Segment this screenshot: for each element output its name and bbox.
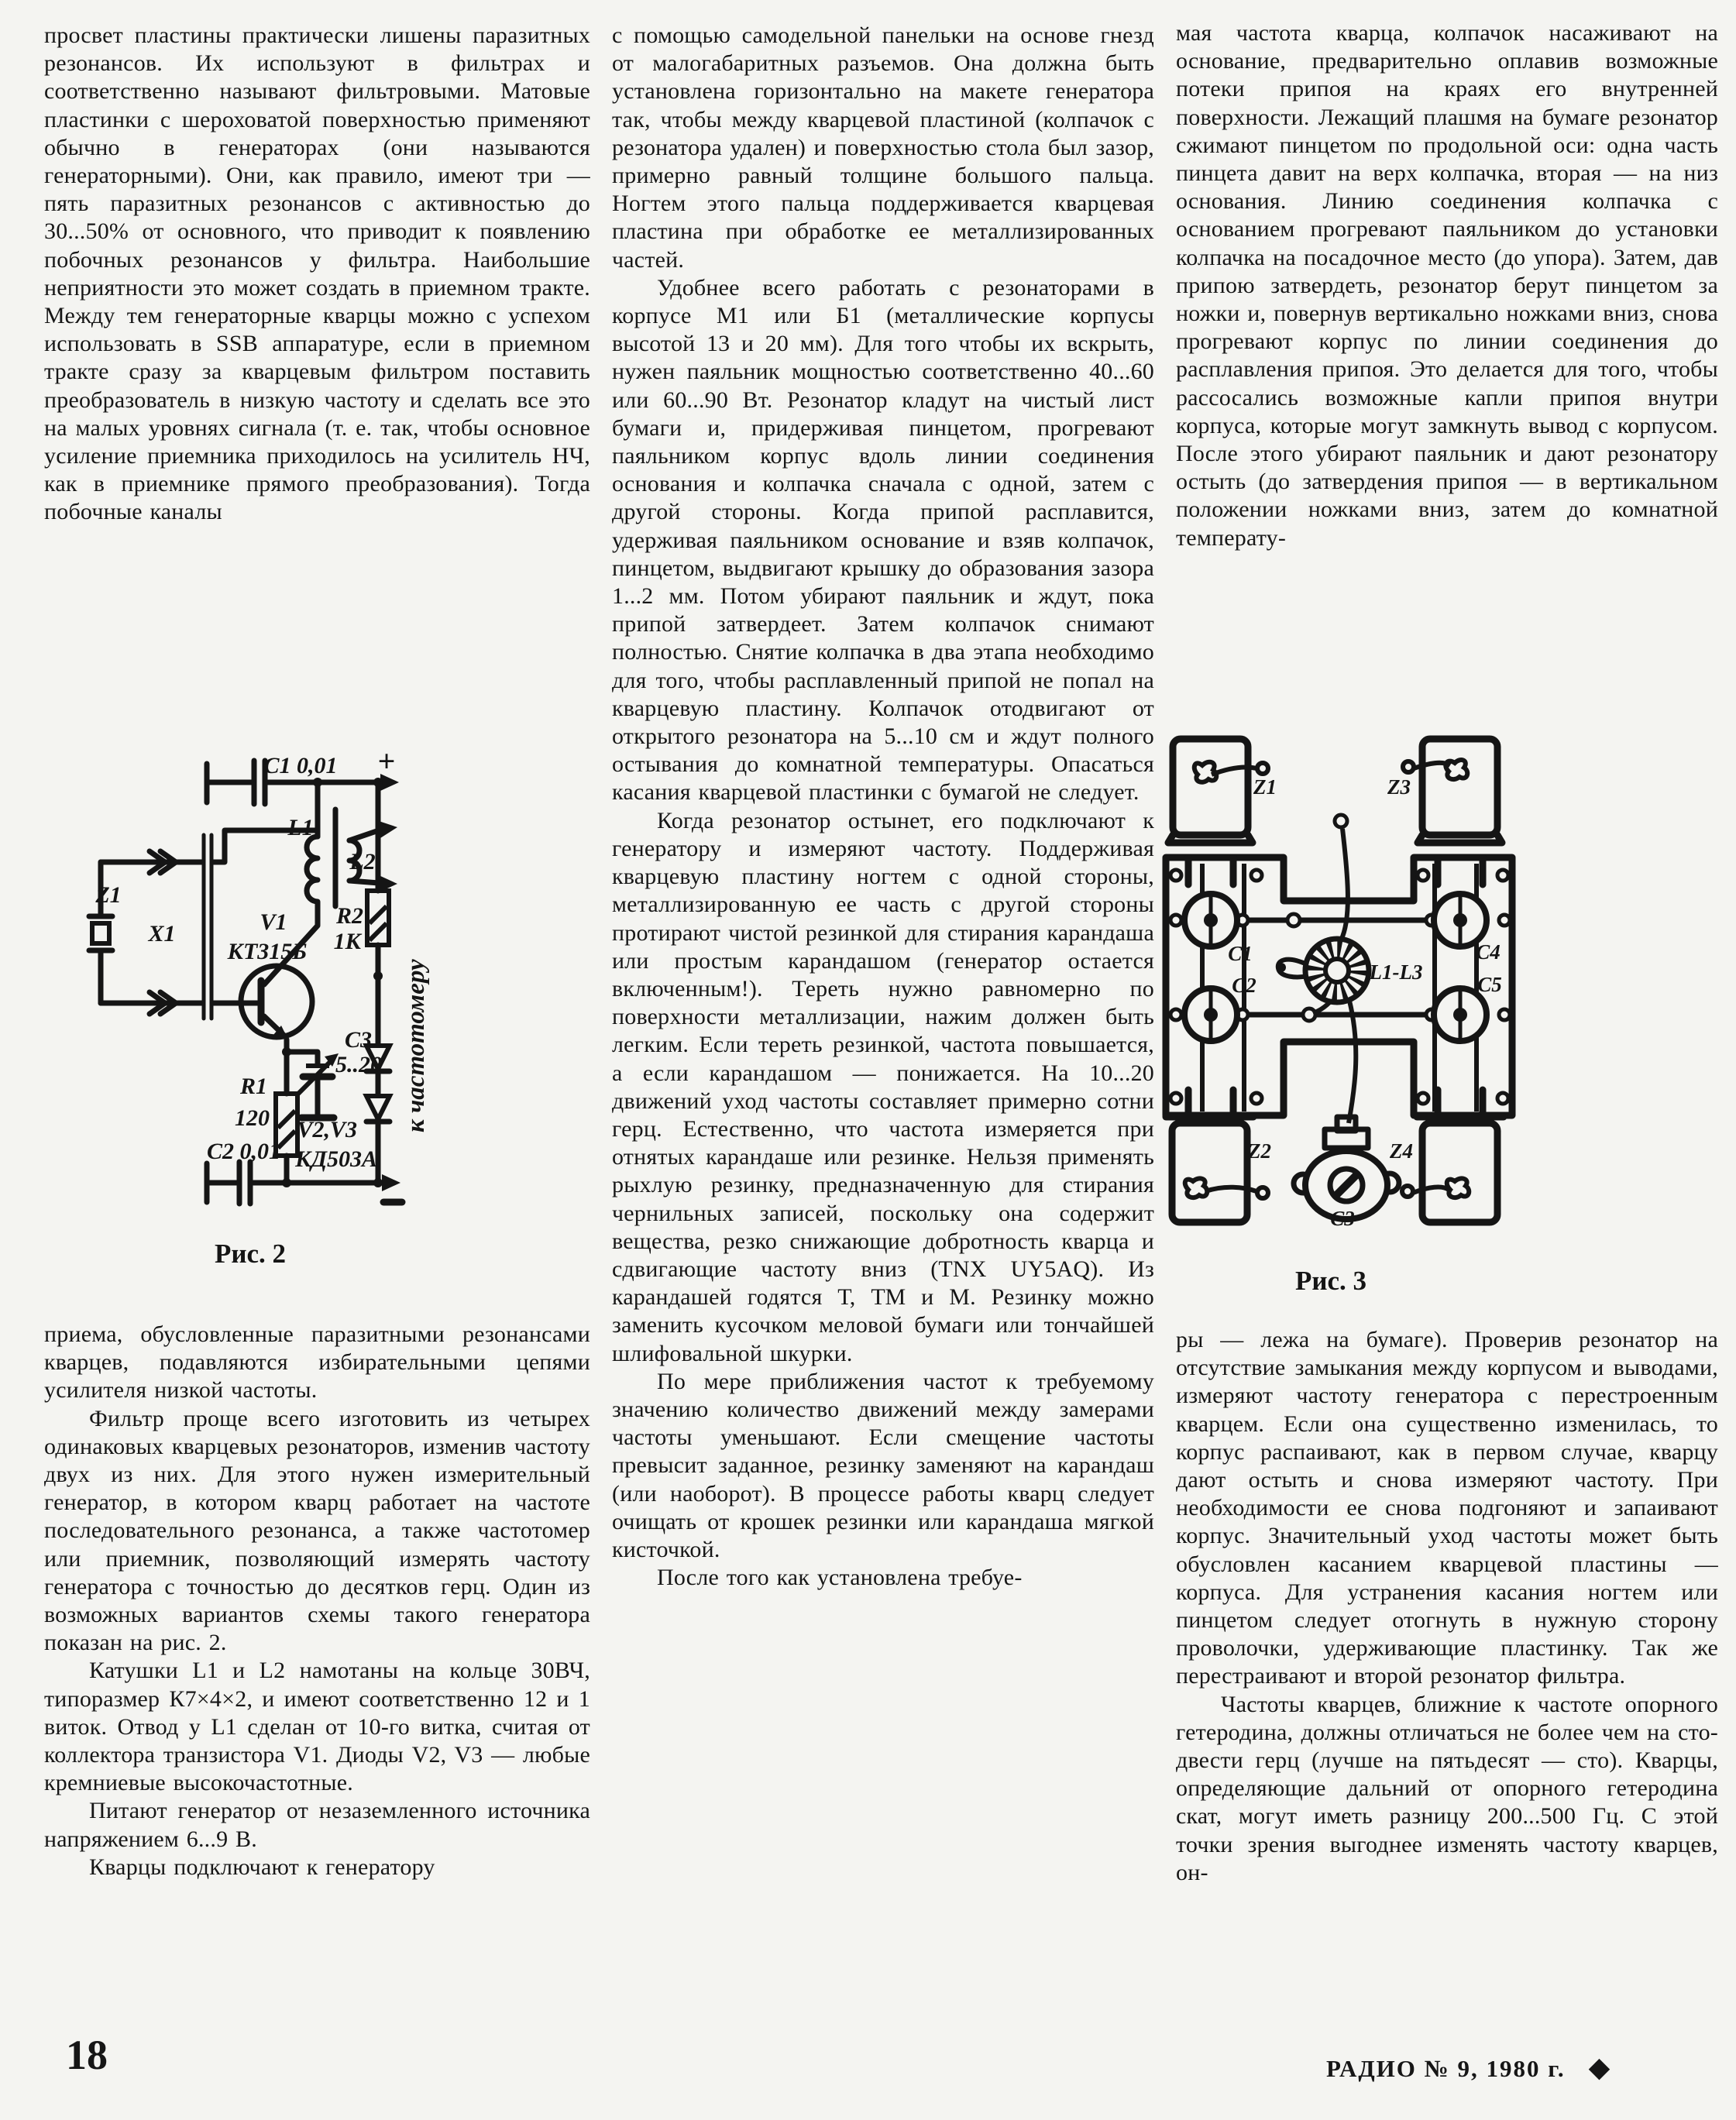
label-c3-value: 5..20	[335, 1052, 382, 1077]
label-z4: Z4	[1390, 1139, 1413, 1163]
diode-v3-symbol	[366, 1096, 390, 1119]
output-arrow-icon	[382, 1174, 400, 1191]
diamond-icon: ◆	[1588, 2052, 1612, 2083]
label-c1: C1 0,01	[263, 753, 338, 778]
page-number: 18	[66, 2032, 108, 2078]
figure-3-caption: Рис. 3	[1294, 1266, 1367, 1296]
label-r1: R1	[239, 1074, 267, 1099]
filter-assembly-drawing	[1162, 720, 1518, 1297]
crystal-symbol	[92, 923, 109, 943]
toroid-coil	[1277, 815, 1369, 1123]
capacitor-c5	[1434, 988, 1487, 1041]
journal-footer	[1326, 2051, 1611, 2084]
label-l2: L2	[349, 849, 376, 874]
label-v2v3-type: КД503А	[295, 1146, 377, 1172]
label-c1: C1	[1228, 942, 1253, 965]
paragraph: Питают генератор от незаземленного источника напряжением 6...9 В.	[44, 1798, 590, 1852]
label-z3: Z3	[1387, 775, 1411, 799]
middle-column	[612, 22, 1154, 1592]
paragraph: Катушки L1 и L2 намотаны на кольце 30ВЧ, типоразмер К7×4×2, и имеют соответственно 12 и 1 виток. Отвод у L1 сделан от 10-го витка, считая от коллектора транзистора V1. Диоды V2, V3 — любые кремниевые высокочастотные.	[44, 1658, 590, 1796]
paragraph: Удобнее всего работать с резонаторами в корпусе М1 или Б1 (металлические корпусы высотой 13 и 20 мм). Для того чтобы их вскрыть, нужен паяльник мощностью соответственно 40...60 или 60...90 Вт. Резонатор кладут на чистый лист бумаги и, придерживая пинцетом, прогревают паяльником корпус вдоль линии соединения основания и колпачка сначала с одной, затем с другой стороны. Когда припой расплавится, удерживая паяльником основание и взяв колпачок, пинцетом, выдвигают крышку до образования зазора 1...2 мм. Потом убирают паяльник и ждут, пока припой затвердеет. Затем колпачок снимают полностью. Снятие колпачка в два этапа необходимо для того, чтобы расплавленный припой не попал на кварцевую пластину. Колпачок отодвигают от открытого резонатора на 5...10 см и ждут полного остывания до комнатной температуры. Опасаться касания кварцевой пластинки с бумагой не следует.	[612, 274, 1154, 806]
label-c3: C3	[1330, 1207, 1355, 1230]
label-to-frequency-meter: к частотомеру	[402, 959, 430, 1132]
label-z1: Z1	[1253, 775, 1277, 799]
label-c4: C4	[1476, 940, 1501, 964]
label-z2: Z2	[1248, 1139, 1271, 1163]
right-column-bottom	[1176, 1326, 1718, 1887]
inductor-l1-symbol	[307, 837, 318, 902]
crystal-can-z2	[1166, 1117, 1268, 1222]
left-column-bottom	[44, 1321, 590, 1881]
label-v2v3: V2,V3	[297, 1117, 357, 1142]
paragraph: Кварцы подключают к генератору	[89, 1854, 435, 1880]
journal-footer-text: РАДИО № 9, 1980 г.	[1326, 2055, 1566, 2082]
label-z1: Z1	[95, 882, 122, 908]
label-r2-value: 1К	[333, 929, 361, 954]
paragraph: мая частота кварца, колпачок насаживают на основание, предварительно оплавив возможные потеки припоя на краях его внутренней поверхности. Лежащий плашмя на бумаге резонатор сжимают пинцетом по продольной оси: одна часть пинцета давит на верх колпачка, вторая — на низ основания. Линию соединения колпачка с основанием прогревают паяльником до установки колпачка на посадочное место (до упора). Затем, дав припою затвердеть, резонатор берут пинцетом за ножки и, повернув вертикально ножками вниз, снова прогревают корпус по линии соединения до расплавления припоя. Это делается для того, чтобы рассосались возможные капли припоя внутри корпуса, которые могут замкнуть вывод с корпусом. После этого убирают паяльник и дают резонатору остыть (до затвердения припоя — в вертикальном положении ножками вниз, затем до комнатной температу-	[1176, 20, 1718, 551]
label-r1-value: 120	[235, 1105, 270, 1131]
left-column-top	[44, 22, 590, 527]
connector-x1-symbol	[204, 835, 211, 1019]
paragraph: приема, обусловленные паразитными резонансами кварцев, подавляются избирательными цепями усилителя низкой частоты.	[44, 1321, 590, 1404]
figure-3-assembly	[1162, 720, 1518, 1297]
label-v1-type: КТ315Б	[227, 939, 308, 964]
capacitor-c2	[1184, 988, 1237, 1041]
crystal-can-z3	[1403, 739, 1502, 843]
trimmer-capacitor-c3	[1294, 1117, 1399, 1219]
label-c2: C2 0,01	[207, 1139, 281, 1164]
paragraph: Когда резонатор остынет, его подключают к генератору и измеряют частоту. Поддерживая кварцевую пластину ногтем с одной стороны, металлизированную ее часть с другой стороны протирают чистой резинкой для стирания карандаша или простым карандашом (генератор остается включенным!). Тереть нужно равномерно по поверхности металлизации, нажим должен быть легким. Если тереть резинкой, частота повышается, а если карандашом — понижается. На 10...20 движений уход частоты составляет примерно сотни герц. Естественно, что частота измеряется при отнятых карандаше или резинке. Нельзя применять рыхлую резинку, предназначенную для стирания чернильных записей, поскольку она содержит вещества, резко снижающие добротность кварца и сдвигающие частоту вниз (TNX UY5AQ). Из карандашей годятся Т, ТМ и М. Резинку можно заменить кусочком меловой бумаги или тончайшей шлифовальной шкурки.	[612, 807, 1154, 1366]
capacitor-c4	[1434, 894, 1487, 947]
label-l1-l3: L1-L3	[1369, 960, 1423, 984]
figure-2-schematic	[74, 697, 476, 1270]
paragraph: Фильтр проще всего изготовить из четырех одинаковых кварцевых резонаторов, изменив частоту двух из них. Для этого нужен измерительный генератор, в котором кварц работает на частоте последовательного резонанса, а также частотомер или приемник, позволяющий измерять частоту генератора с точностью до десятков герц. Один из возможных вариантов схемы такого генератора показан на рис. 2.	[44, 1405, 590, 1656]
paragraph: просвет пластины практически лишены паразитных резонансов. Их используют в фильтрах и соответственно называют фильтровыми. Матовые пластинки с шероховатой поверхностью применяют обычно в генераторах (они называются генераторными). Они, как правило, имеют три — пять паразитных резонансов с активностью до 30...50% от основного, что приводит к появлению побочных резонансов у фильтра. Наибольшие неприятности это может создать в приемном тракте. Между тем генераторные кварцы можно с успехом использовать в SSB аппаратуре, если в приемном тракте сразу за кварцевым фильтром поставить преобразователь в низкую частоту и сделать все это на малых уровнях сигнала (т. е. так, чтобы основное усиление приемника приходилось на усилитель НЧ, как в приемнике прямого преобразования). Тогда побочные каналы	[44, 22, 590, 525]
paragraph: с помощью самодельной панельки на основе гнезд от малогабаритных разъемов. Она должна быть установлена горизонтально на макете генератора так, чтобы между кварцевой пластиной (колпачок с резонатора удален) и поверхностью стола был зазор, примерно равный толщине большого пальца. Ногтем этого пальца поддерживается кварцевая пластина при обработке ее металлизированных частей.	[612, 22, 1154, 273]
paragraph: Частоты кварцев, ближние к частоте опорного гетеродина, должны отличаться не более чем на сто-двести герц (лучше на пятьдесят — сто). Кварцы, определяющие дальний от опорного гетеродина скат, могут иметь разницу 200...500 Гц. С этой точки зрения выгоднее изменять частоту кварцев, он-	[1176, 1691, 1718, 1885]
label-c5: C5	[1477, 973, 1502, 996]
label-x1: X1	[148, 921, 176, 947]
right-column-top	[1176, 19, 1718, 552]
label-l1: L1	[287, 815, 314, 840]
figure-2-caption: Рис. 2	[214, 1239, 287, 1269]
crystal-can-z4	[1402, 1117, 1504, 1222]
label-r2: R2	[335, 903, 363, 929]
oscillator-schematic-drawing	[74, 697, 476, 1270]
label-c3: C3	[345, 1027, 373, 1053]
paragraph: По мере приближения частот к требуемому значению количество движений между замерами частоты уменьшают. Если смещение частоты превысит заданное, резинку заменяют на карандаш (или наоборот). В процессе работы кварц следует очищать от крошек резинки или карандаша мягкой кисточкой.	[612, 1368, 1154, 1562]
label-v1: V1	[260, 909, 287, 935]
paragraph: ры — лежа на бумаге). Проверив резонатор на отсутствие замыкания между корпусом и выводами, измеряют частоту генератора с перестроенным кварцем. Если она существенно изменилась, то корпус распаивают, как в первом случае, кварцу дают остыть и снова измеряют частоту. При необходимости ее снова подгоняют и запаивают корпус. Значительный уход частоты может быть обусловлен касанием кварцевой пластины — корпуса. Для устранения касания ногтем или пинцетом следует отогнуть в нужную сторону проволочки, удерживающие пластинку. Так же перестраивают и второй резонатор фильтра.	[1176, 1327, 1718, 1689]
label-plus: +	[377, 744, 396, 778]
capacitor-c1	[1184, 894, 1237, 947]
label-c2: C2	[1232, 974, 1256, 997]
paragraph: После того как установлена требуе-	[657, 1565, 1023, 1591]
